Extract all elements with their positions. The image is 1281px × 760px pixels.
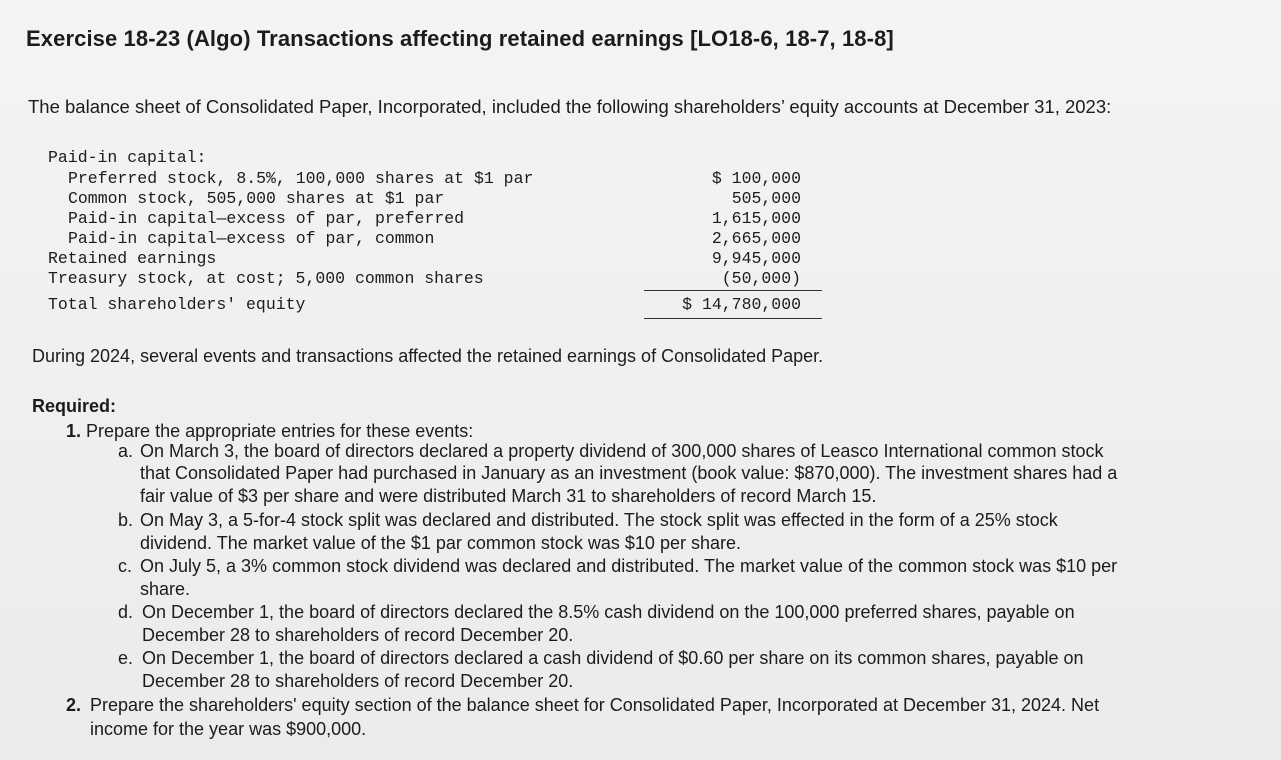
- during-text: During 2024, several events and transactions affected the retained earnings of Consolidated Paper.: [32, 346, 824, 366]
- total-rule: [644, 318, 822, 319]
- item-line: December 28 to shareholders of record December 20.: [142, 625, 574, 645]
- item-marker: b.: [118, 510, 134, 530]
- exercise-title: Exercise 18-23 (Algo) Transactions affecting retained earnings [LO18-6, 18-7, 18-8]: [26, 26, 894, 51]
- bs-total-amount: $ 14,780,000: [682, 295, 801, 314]
- item-line: On March 3, the board of directors declared a property dividend of 300,000 shares of Leasco International common stock: [140, 441, 1104, 461]
- requirement-2: [66, 694, 1099, 717]
- item-marker: e.: [118, 648, 134, 668]
- bs-total-label: Total shareholders' equity: [48, 295, 306, 314]
- item-line: dividend. The market value of the $1 par common stock was $10 per share.: [140, 533, 741, 553]
- bs-row-amount: 505,000: [731, 189, 801, 208]
- subtotal-rule: [644, 290, 822, 291]
- req-text: Prepare the appropriate entries for these events:: [86, 421, 474, 441]
- item-line: On December 1, the board of directors declared a cash dividend of $0.60 per share on its common shares, payable on: [142, 648, 1084, 668]
- bs-row-label: Treasury stock, at cost; 5,000 common shares: [48, 269, 484, 288]
- bs-row-amount: $ 100,000: [711, 169, 801, 188]
- req-text: Prepare the shareholders' equity section of the balance sheet for Consolidated Paper, Incorporated at December 31, 2024. Net: [90, 695, 1100, 715]
- req-marker: 2.: [66, 695, 82, 715]
- bs-row-amount: 9,945,000: [711, 249, 801, 268]
- paid-in-capital-label: Paid-in capital:: [48, 148, 207, 167]
- req-text: income for the year was $900,000.: [90, 719, 367, 739]
- item-line: On December 1, the board of directors declared the 8.5% cash dividend on the 100,000 preferred shares, payable on: [142, 602, 1075, 622]
- bs-row-label: Preferred stock, 8.5%, 100,000 shares at $1 par: [68, 169, 534, 188]
- list-item-b: [118, 509, 1058, 532]
- bs-row-label: Common stock, 505,000 shares at $1 par: [68, 189, 445, 208]
- item-line: On May 3, a 5-for-4 stock split was declared and distributed. The stock split was effected in the form of a 25% stock: [140, 510, 1058, 530]
- item-marker: c.: [118, 556, 133, 576]
- bs-row-label: Paid-in capital—excess of par, preferred: [68, 209, 465, 228]
- bs-row-amount: (50,000): [721, 269, 801, 288]
- item-line: that Consolidated Paper had purchased in January as an investment (book value: $870,000). The investment shares had a: [140, 463, 1118, 483]
- intro-text: The balance sheet of Consolidated Paper, Incorporated, included the following shareholders’ equity accounts at December 31, 2023:: [28, 96, 1112, 117]
- item-line: fair value of $3 per share and were distributed March 31 to shareholders of record March 15.: [140, 486, 877, 506]
- item-marker: a.: [118, 441, 134, 461]
- list-item-c: [118, 555, 1117, 578]
- item-marker: d.: [118, 602, 134, 622]
- bs-row-label: Retained earnings: [48, 249, 217, 268]
- bs-row-amount: 1,615,000: [711, 209, 801, 228]
- item-line: On July 5, a 3% common stock dividend was declared and distributed. The market value of the common stock was $10 per: [140, 556, 1118, 576]
- required-heading: Required:: [32, 396, 117, 416]
- item-line: December 28 to shareholders of record December 20.: [142, 671, 574, 691]
- bs-row-amount: 2,665,000: [711, 229, 801, 248]
- list-item-a: [118, 440, 1104, 463]
- list-item-e: [118, 647, 1084, 670]
- req-marker: 1.: [66, 421, 82, 441]
- item-line: share.: [140, 579, 191, 599]
- list-item-d: [118, 601, 1075, 624]
- bs-row-label: Paid-in capital—excess of par, common: [68, 229, 435, 248]
